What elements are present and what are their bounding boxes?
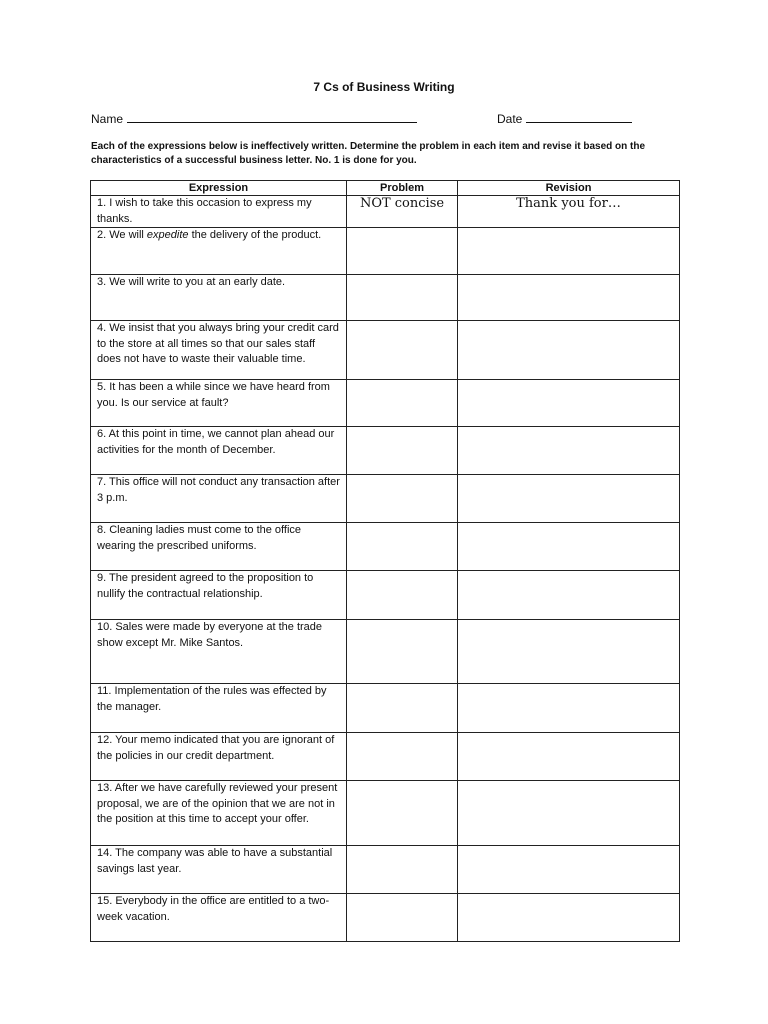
problem-cell[interactable]: [347, 571, 458, 620]
table-row: [91, 846, 680, 894]
problem-cell[interactable]: [347, 275, 458, 321]
header-revision: Revision: [458, 181, 680, 196]
header-problem: Problem: [347, 181, 458, 196]
expression-cell: 13. After we have carefully reviewed your present proposal, we are of the opinion that we are not in the position at this time to accept your offer.: [91, 781, 347, 846]
table-row: [91, 228, 680, 275]
page-title: 7 Cs of Business Writing: [313, 80, 455, 94]
problem-cell[interactable]: [347, 321, 458, 380]
expression-cell: 9. The president agreed to the proposition to nullify the contractual relationship.: [91, 571, 347, 620]
table-row: [91, 380, 680, 427]
problem-cell[interactable]: [347, 894, 458, 942]
worksheet-table: [90, 180, 680, 942]
name-blank-line[interactable]: [127, 111, 417, 123]
revision-cell[interactable]: [458, 684, 680, 733]
revision-cell[interactable]: [458, 380, 680, 427]
problem-cell[interactable]: [347, 380, 458, 427]
name-label: Name: [91, 112, 124, 126]
expression-cell: 8. Cleaning ladies must come to the office wearing the prescribed uniforms.: [91, 523, 347, 571]
revision-cell[interactable]: [458, 733, 680, 781]
problem-cell[interactable]: [347, 684, 458, 733]
expression-italic-word: expedite: [146, 229, 189, 241]
table-row: [91, 684, 680, 733]
problem-cell[interactable]: [347, 733, 458, 781]
instructions-text: Each of the expressions below is ineffectively written. Determine the problem in each item and revise it based on the characteristics of a successful business letter. No. 1 is done for you.: [91, 141, 646, 166]
revision-cell[interactable]: [458, 275, 680, 321]
expression-text: the delivery of the product.: [188, 229, 322, 241]
expression-cell: 7. This office will not conduct any transaction after 3 p.m.: [91, 475, 347, 523]
table-row: [91, 571, 680, 620]
problem-cell[interactable]: [347, 523, 458, 571]
expression-cell: 15. Everybody in the office are entitled to a two-week vacation.: [91, 894, 347, 942]
table-row: [91, 733, 680, 781]
problem-cell[interactable]: [347, 475, 458, 523]
revision-cell[interactable]: [458, 523, 680, 571]
expression-cell: 11. Implementation of the rules was effected by the manager.: [91, 684, 347, 733]
expression-text: 2. We will: [97, 229, 147, 241]
expression-cell: 6. At this point in time, we cannot plan ahead our activities for the month of December.: [91, 427, 347, 475]
revision-cell[interactable]: [458, 475, 680, 523]
table-row: [91, 620, 680, 684]
problem-cell[interactable]: [347, 228, 458, 275]
date-field[interactable]: [497, 111, 632, 126]
revision-cell[interactable]: Thank you for…: [458, 196, 680, 228]
revision-cell[interactable]: [458, 620, 680, 684]
expression-cell: 10. Sales were made by everyone at the trade show except Mr. Mike Santos.: [91, 620, 347, 684]
date-label: Date: [497, 112, 523, 126]
revision-cell[interactable]: [458, 846, 680, 894]
revision-cell[interactable]: [458, 894, 680, 942]
problem-cell[interactable]: [347, 427, 458, 475]
revision-cell[interactable]: [458, 427, 680, 475]
expression-cell: 4. We insist that you always bring your credit card to the store at all times so that our sales staff does not have to waste their valuable time.: [91, 321, 347, 380]
table-row: [91, 427, 680, 475]
header-expression: Expression: [91, 181, 347, 196]
problem-cell[interactable]: NOT concise: [347, 196, 458, 228]
table-row: [91, 523, 680, 571]
expression-cell: 5. It has been a while since we have heard from you. Is our service at fault?: [91, 380, 347, 427]
table-row: [91, 894, 680, 942]
table-header-row: [91, 181, 680, 196]
table-row: [91, 196, 680, 228]
table-row: [91, 275, 680, 321]
date-blank-line[interactable]: [526, 111, 632, 123]
table-row: [91, 781, 680, 846]
expression-cell: 3. We will write to you at an early date.: [91, 275, 347, 321]
revision-cell[interactable]: [458, 781, 680, 846]
problem-cell[interactable]: [347, 781, 458, 846]
table-row: [91, 475, 680, 523]
expression-cell: 1. I wish to take this occasion to express my thanks.: [91, 196, 347, 228]
table-row: [91, 321, 680, 380]
expression-cell: 14. The company was able to have a substantial savings last year.: [91, 846, 347, 894]
revision-cell[interactable]: [458, 228, 680, 275]
revision-cell[interactable]: [458, 321, 680, 380]
problem-cell[interactable]: [347, 846, 458, 894]
revision-cell[interactable]: [458, 571, 680, 620]
expression-cell: [91, 228, 347, 275]
expression-cell: 12. Your memo indicated that you are ignorant of the policies in our credit department.: [91, 733, 347, 781]
name-field[interactable]: [91, 111, 417, 126]
problem-cell[interactable]: [347, 620, 458, 684]
